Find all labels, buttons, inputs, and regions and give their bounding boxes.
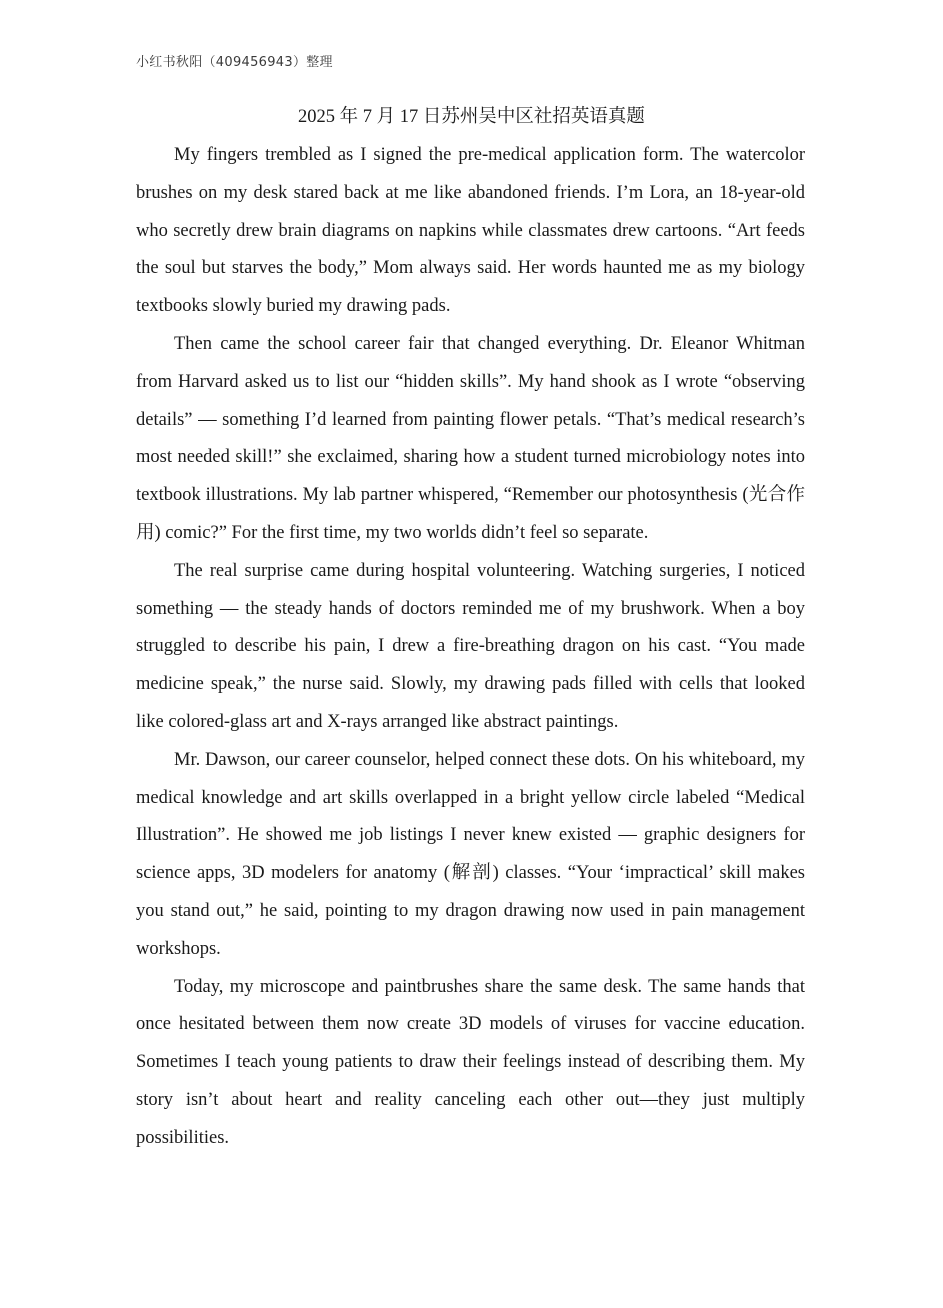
paragraph-3: The real surprise came during hospital volunteering. Watching surgeries, I noticed something — the steady hands of doctors reminded me of my brushwork. When a boy struggled to describe his pain, I drew a fire-breathing dragon on his cast. “You made medicine speak,” the nurse said. Slowly, my drawing pads filled with cells that looked like colored-glass art and X-rays arranged like abstract paintings. bbox=[136, 560, 805, 732]
paragraph-4: Mr. Dawson, our career counselor, helped connect these dots. On his whiteboard, my medical knowledge and art skills overlapped in a bright yellow circle labeled “Medical Illustration”. He showed me job listings I never knew existed — graphic designers for science apps, 3D modelers for anatomy (解剖) classes. “Your ‘impractical’ skill makes you stand out,” he said, pointing to my dragon drawing now used in pain management workshops. bbox=[136, 749, 805, 959]
paragraph-2: Then came the school career fair that changed everything. Dr. Eleanor Whitman from Harvard asked us to list our “hidden skills”. My hand shook as I wrote “observing details” — something I’d learned from painting flower petals. “That’s medical research’s most needed skill!” she exclaimed, sharing how a student turned microbiology notes into textbook illustrations. My lab partner whispered, “Remember our photosynthesis (光合作用) comic?” For the first time, my two worlds didn’t feel so separate. bbox=[136, 333, 805, 543]
paragraph-5: Today, my microscope and paintbrushes share the same desk. The same hands that once hesitated between them now create 3D models of viruses for vaccine education. Sometimes I teach young patients to draw their feelings instead of describing them. My story isn’t about heart and reality canceling each other out—they just multiply possibilities. bbox=[136, 976, 805, 1148]
document-title: 2025 年 7 月 17 日苏州吴中区社招英语真题 bbox=[298, 107, 645, 127]
source-note: 小红书秋阳（409456943）整理 bbox=[136, 55, 333, 70]
passage-body bbox=[136, 137, 805, 1158]
paragraph-1: My fingers trembled as I signed the pre-medical application form. The watercolor brushes on my desk stared back at me like abandoned friends. I’m Lora, an 18-year-old who secretly drew brain diagrams on napkins while classmates drew cartoons. “Art feeds the soul but starves the body,” Mom always said. Her words haunted me as my biology textbooks slowly buried my drawing pads. bbox=[136, 145, 805, 317]
